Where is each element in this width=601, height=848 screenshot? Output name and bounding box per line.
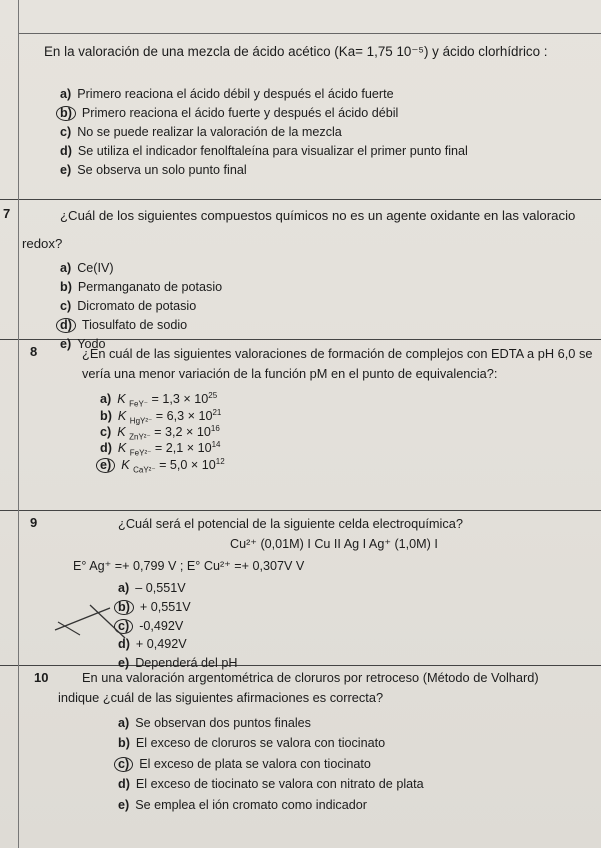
q7-stem-line2: redox? bbox=[22, 236, 63, 251]
column-divider bbox=[18, 0, 19, 848]
q10-option-c[interactable]: c) El exceso de plata se valora con tiocinato bbox=[118, 756, 371, 772]
q9-option-d[interactable]: d) + 0,492V bbox=[118, 637, 187, 651]
q7-option-a[interactable]: a) Ce(IV) bbox=[60, 261, 114, 275]
q7-option-e[interactable]: e) Yodo bbox=[60, 337, 106, 351]
q10-option-a[interactable]: a) Se observan dos puntos finales bbox=[118, 716, 311, 730]
q6-option-b[interactable]: b) Primero reaciona el ácido fuerte y después el ácido débil bbox=[60, 105, 398, 121]
q9-option-a[interactable]: a) – 0,551V bbox=[118, 581, 186, 595]
q6-option-a[interactable]: a) Primero reaciona el ácido débil y después el ácido fuerte bbox=[60, 87, 394, 101]
q6-option-d[interactable]: d) Se utiliza el indicador fenolftaleína para visualizar el primer punto final bbox=[60, 144, 468, 158]
q9-option-e[interactable]: e) Dependerá del pH bbox=[118, 656, 238, 670]
q8-option-a[interactable]: a) K $_{FeY^-} = 1,3 \times 10^{25}$ bbox=[100, 390, 218, 409]
q10-option-b[interactable]: b) El exceso de cloruros se valora con tiocinato bbox=[118, 736, 386, 750]
row-divider bbox=[0, 199, 601, 200]
q8-number: 8 bbox=[30, 344, 38, 359]
handwritten-cross-mark bbox=[50, 600, 130, 640]
row-divider bbox=[0, 665, 601, 666]
q6-stem: En la valoración de una mezcla de ácido acético (Ka= 1,75 10⁻⁵) y ácido clorhídrico : bbox=[44, 44, 548, 59]
q8-option-d[interactable]: d) K $_{FeY^{2-}} = 2,1 \times 10^{14}$ bbox=[100, 439, 221, 458]
q8-option-c[interactable]: c) K $_{ZnY^{2-}} = 3,2 \times 10^{16}$ bbox=[100, 423, 220, 442]
q7-option-c[interactable]: c) Dicromato de potasio bbox=[60, 299, 197, 313]
q7-option-d[interactable]: d) Tiosulfato de sodio bbox=[60, 317, 187, 333]
q8-option-b[interactable]: b) K $_{HgY^{2-}} = 6,3 \times 10^{21}$ bbox=[100, 407, 222, 426]
q7-stem-line1: ¿Cuál de los siguientes compuestos químicos no es un agente oxidante en las valoracio bbox=[60, 208, 576, 223]
q9-stem: ¿Cuál será el potencial de la siguiente celda electroquímica? bbox=[118, 516, 464, 531]
q10-number: 10 bbox=[34, 670, 49, 685]
q10-stem-line2: indique ¿cuál de las siguientes afirmaciones es correcta? bbox=[58, 690, 384, 705]
q7-number: 7 bbox=[3, 206, 11, 221]
q7-option-b[interactable]: b) Permanganato de potasio bbox=[60, 280, 223, 294]
row-divider bbox=[0, 510, 601, 511]
q6-option-e[interactable]: e) Se observa un solo punto final bbox=[60, 163, 247, 177]
q9-option-c[interactable]: c) -0,492V bbox=[118, 618, 183, 634]
q8-stem-line2: vería una menor variación de la función pM en el punto de equivalencia?: bbox=[82, 366, 498, 381]
q10-option-d[interactable]: d) El exceso de tiocinato se valora con nitrato de plata bbox=[118, 777, 424, 791]
q9-number: 9 bbox=[30, 515, 38, 530]
q8-option-e[interactable]: e) K $_{CaY^{2-}} = 5,0 \times 10^{12}$ bbox=[100, 457, 225, 473]
q9-option-b[interactable]: b) + 0,551V bbox=[118, 599, 191, 615]
q9-cell-notation: Cu²⁺ (0,01M) I Cu II Ag I Ag⁺ (1,0M) I bbox=[230, 537, 438, 551]
q9-standard-potentials: E° Ag⁺ =+ 0,799 V ; E° Cu²⁺ =+ 0,307V V bbox=[73, 559, 305, 573]
q10-stem-line1: En una valoración argentométrica de cloruros por retroceso (Método de Volhard) bbox=[82, 670, 539, 685]
q6-option-c[interactable]: c) No se puede realizar la valoración de la mezcla bbox=[60, 125, 342, 139]
q8-stem-line1: ¿En cuál de las siguientes valoraciones de formación de complejos con EDTA a pH 6,0 se bbox=[82, 346, 593, 361]
row-divider bbox=[18, 33, 601, 34]
q10-option-e[interactable]: e) Se emplea el ión cromato como indicador bbox=[118, 798, 367, 812]
